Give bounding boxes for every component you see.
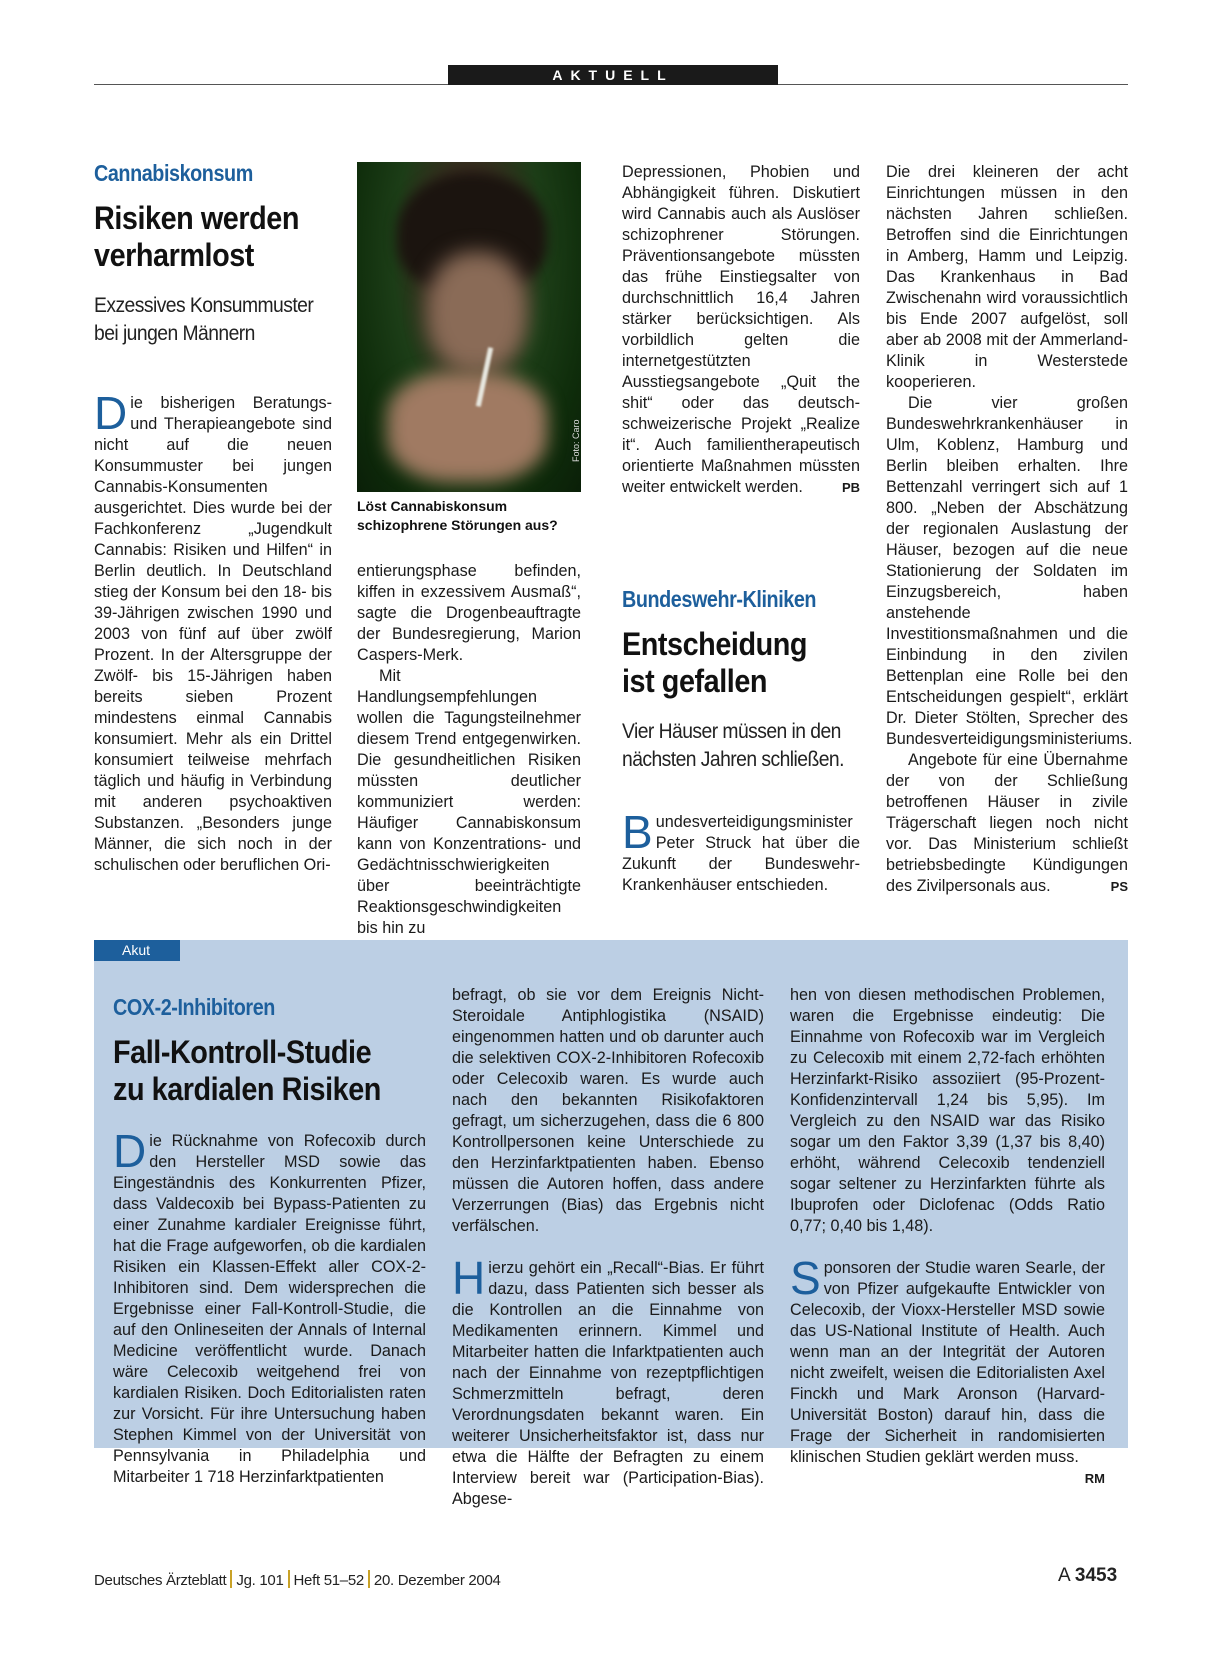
section-label: AKTUELL: [448, 65, 778, 85]
box-signature: RM: [1084, 1471, 1105, 1486]
article1-column-1: Die bisherigen Beratungs- und Therapieangebote sind nicht auf die neuen Konsummuster bei jungen Cannabis-Konsumenten ausgerichtet. Dies wurde bei der Fachkonferenz „Jugendkult Cannabis: Risiken und Hilfen“ in Berlin deutlich. In Deutschland stieg der Konsum bei den 18- bis 39-Jährigen zwischen 1990 und 2003 von fünf auf über zwölf Prozent. In der Altersgruppe der Zwölf- bis 15-Jährigen haben bereits sieben Prozent mindestens einmal Cannabis konsumiert. Mehr als ein Drittel konsumiert teilweise mehrfach täglich und häufig in Verbindung mit anderen psychoaktiven Substanzen. „Besonders junge Männer, die sich noch in der schulischen oder beruflichen Ori-: [94, 387, 332, 874]
box-kicker: COX-2-Inhibitoren: [113, 994, 275, 1020]
article1-signature: PB: [841, 480, 860, 495]
photo-caption: Löst Cannabiskonsum schizophrene Störungen aus?: [357, 498, 558, 533]
article2-signature: PS: [1110, 879, 1128, 894]
box-column-1: Die Rücknahme von Rofecoxib durch den Hersteller MSD sowie das Eingeständnis des Konkurrenten Pfizer, dass Valdecoxib bei Bypass-Patienten zu einer Zunahme kardialer Ereignisse führt, hat die Frage aufgeworfen, ob die kardialen Risiken ein Klassen-Effekt aller COX-2-Inhibitoren sind. Dem widersprechen die Ergebnisse einer Fall-Kontroll-Studie, die auf den Onlineseiten der Annals of Internal Medicine veröffentlicht wurde. Danach wäre Celecoxib weitgehend frei von kardialen Risiken. Doch Editorialisten raten zur Vorsicht. Für ihre Untersuchung haben Stephen Kimmel von der Universität von Pennsylvania in Philadelphia und Mitarbeiter 1 718 Herzinfarktpatienten: [113, 1125, 426, 1486]
article1-deck: Exzessives Konsummuster bei jungen Männern: [94, 294, 314, 345]
dropcap: S: [790, 1252, 821, 1304]
article2-column-1: Bundesverteidigungsminister Peter Struck hat über die Zukunft der Bundeswehr-Krankenhäuser entschieden.: [622, 806, 860, 894]
footer: [94, 1570, 501, 1589]
article2-column-2: Die drei kleineren der acht Einrichtungen müssen in den nächsten Jahren schließen. Betroffen sind die Einrichtungen in Amberg, Hamm und Leipzig. Das Krankenhaus in Bad Zwischenahn wird voraussichtlich bis Ende 2007 aufgelöst, soll aber ab 2008 mit der Ammerland-Klinik in Westerstede kooperieren. Die vier großen Bundeswehrkrankenhäuser in Ulm, Koblenz, Hamburg und Berlin bleiben erhalten. Ihre Bettenzahl verringert sich auf 1 800. „Neben der Abschätzung der regionalen Auslastung der Häuser, bezogen auf die neue Stationierung der Soldaten im Einzugsbereich, haben anstehende Investitionsmaßnahmen und die Einbindung in den zivilen Bettenplan eine Rolle bei den Entscheidungen gespielt“, erklärt Dr. Dieter Stölten, Sprecher des Bundesverteidigungsministeriums. Angebote für eine Übernahme der von der Schließung betroffenen Häuser in zivile Trägerschaft liegen noch nicht vor. Das Ministerium schließt betriebsbedingte Kündigungen des Zivilpersonals aus. PS: [886, 163, 1133, 895]
article2-headline: Entscheidung ist gefallen: [622, 626, 808, 699]
dropcap: B: [622, 806, 653, 858]
volume: Jg. 101: [236, 1572, 284, 1589]
article1-column-3: Depressionen, Phobien und Abhängigkeit führen. Diskutiert wird Cannabis auch als Auslöser schizophrener Störungen. Präventionsangebote müssten das frühe Einstiegsalter von durchschnittlich 16,4 Jahren stärker berücksichtigen. Als vorbildlich gelten die internetgestützten Ausstiegsangebote „Quit the shit“ oder das deutsch-schweizerische Projekt „Realize it“. Auch familientherapeutisch orientierte Maßnahmen müssten weiter entwickelt werden. PB: [622, 163, 860, 496]
box-headline: Fall-Kontroll-Studie zu kardialen Risiken: [113, 1034, 381, 1107]
box-column-2: befragt, ob sie vor dem Ereignis Nicht-Steroidale Antiphlogistika (NSAID) eingenommen hatten und ob darunter auch die selektiven COX-2-Inhibitoren Rofecoxib oder Celecoxib waren. Es wurde auch nach den bekannten Risikofaktoren gefragt, um sicherzugehen, dass die 6 800 Kontrollpersonen keine Unterschiede zu den Herzinfarktpatienten haben. Ebenso müssen die Autoren hoffen, dass andere Verzerrungen (Bias) das Ergebnis nicht verfälschen. Hierzu gehört ein „Recall“-Bias. Er führt dazu, dass Patienten sich besser als die Kontrollen an die Einnahme von Medikamenten erinnern. Kimmel und Mitarbeiter hatten die Infarktpatienten auch nach der Einnahme von rezeptpflichtigen Schmerzmitteln befragt, deren Verordnungsdaten bekannt waren. Ein weiterer Unsicherheitsfaktor ist, dass nur etwa die Hälfte der Befragten zu einem Interview bereit war (Participation-Bias). Abgese-: [452, 986, 764, 1508]
akut-tab: Akut: [94, 940, 180, 961]
article2-kicker: Bundeswehr-Kliniken: [622, 586, 817, 612]
dropcap: H: [452, 1252, 486, 1304]
page-number: A 3453: [1058, 1565, 1118, 1586]
article1-photo: [357, 162, 581, 492]
dropcap: D: [113, 1125, 147, 1177]
box-column-3: hen von diesen methodischen Problemen, waren die Ergebnisse eindeutig: Die Einnahme von Rofecoxib war im Vergleich zu Celecoxib mit einem 2,72-fach erhöhten Herzinfarkt-Risiko assoziiert (95-Prozent-Konfidenzintervall 1,24 bis 5,95). Im Vergleich zu den NSAID war das Risiko sogar um den Faktor 3,39 (1,37 bis 8,40) erhöht, während Celecoxib tendenziell sogar seltener zu Herzinfarkten führte als Ibuprofen oder Diclofenac (Odds Ratio 0,77; 0,40 bis 1,48). Sponsoren der Studie waren Searle, der von Pfizer aufgekaufte Entwickler von Celecoxib, der Vioxx-Hersteller MSD sowie das US-National Institute of Health. Auch wenn man an der Integrität der Autoren nicht zweifelt, weisen die Editorialisten Axel Finckh und Mark Aronson (Harvard-Universität Boston) darauf hin, dass die Frage der Sicherheit in randomisierten klinischen Studien geklärt werden muss. RM: [790, 985, 1105, 1489]
article1-kicker: Cannabiskonsum: [94, 160, 253, 186]
article1-headline: Risiken werden verharmlost: [94, 200, 299, 273]
issue: Heft 51–52: [293, 1572, 364, 1589]
dropcap: D: [94, 387, 128, 439]
date: 20. Dezember 2004: [373, 1572, 501, 1589]
article2-deck: Vier Häuser müssen in den nächsten Jahren schließen.: [622, 720, 844, 771]
photo-credit: Foto: Caro: [571, 419, 581, 462]
journal-name: Deutsches Ärzteblatt: [94, 1572, 227, 1589]
article1-column-2: entierungsphase befinden, kiffen in exzessivem Ausmaß“, sagte die Drogenbeauftragte der Bundesregierung, Marion Caspers-Merk. Mit Handlungsempfehlungen wollen die Tagungsteilnehmer diesem Trend entgegenwirken. Die gesundheitlichen Risiken müssten deutlicher kommuniziert werden: Häufiger Cannabiskonsum kann von Konzentrations- und Gedächtnisschwierigkeiten über beeinträchtigte Reaktionsgeschwindigkeiten bis hin zu: [357, 562, 581, 937]
